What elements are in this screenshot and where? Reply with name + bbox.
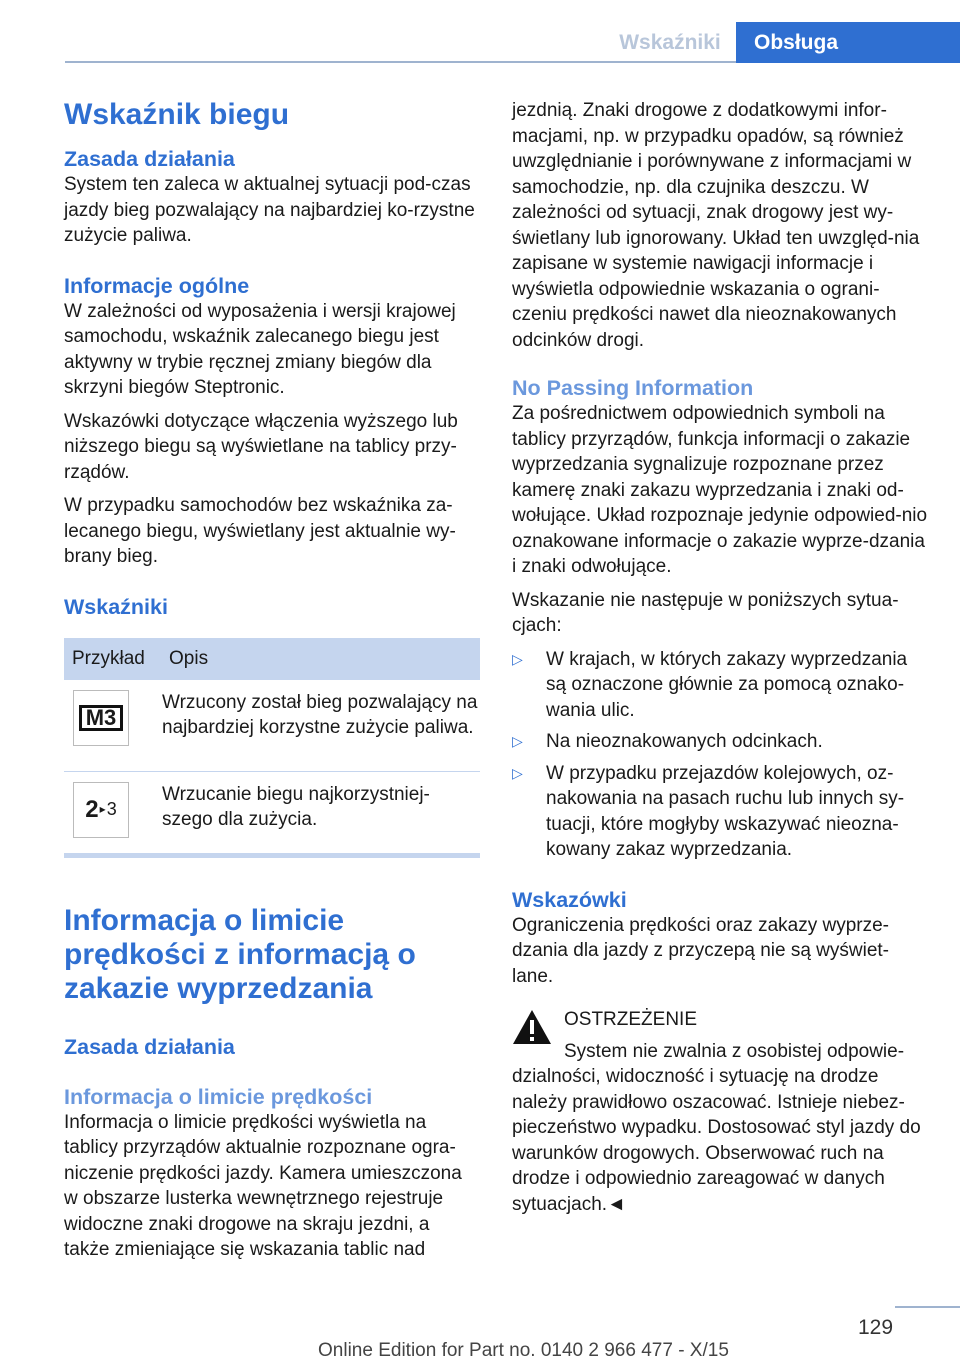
paragraph-notes: Ograniczenia prędkości oraz zakazy wyprze-dzania dla jazdy z przyczepą nie są wyświet-lane. (512, 914, 890, 987)
table-cell-description: Wrzucanie biegu najkorzystniej-szego dla zużycia. (162, 783, 430, 830)
subsection-title-principle: Zasada działania (64, 147, 235, 171)
list-item: ▷ W przypadku przejazdów kolejowych, oz-nakowania na pasach ruchu lub innych sy-tuacji, które mogłyby wskazywać nieozna-kowany zakaz wyprzedzania. (512, 762, 905, 860)
subsection-title-principle-2: Zasada działania (64, 1034, 235, 1059)
table-header-row (64, 638, 480, 680)
edition-note: Online Edition for Part no. 0140 2 966 477 - X/15 (318, 1340, 729, 1361)
paragraph-speed-limit: Informacja o limicie prędkości wyświetla na tablicy przyrządów aktualnie rozpoznane ogra-niczenie prędkości jazdy. Kamera umieszczona w obszarze lusterka wewnętrznego rejestruje widoczne znaki drogowe na skraju jezdni, a także zmieniające się wskazania tablic nad (64, 1111, 462, 1260)
situation-list (512, 647, 930, 863)
table-header-example: Przykład (64, 638, 161, 680)
table-header-description: Opis (161, 638, 480, 680)
subsection-title-no-passing: No Passing Information (512, 376, 754, 400)
paragraph-no-passing-2: Wskazanie nie następuje w poniższych sytua-cjach: (512, 589, 899, 636)
paragraph-no-passing-1: Za pośrednictwem odpowiednich symboli na tablicy przyrządów, funkcja informacji o zakazie wyprzedzania sygnalizuje rozpoznane przez kamerę znaki zakazu wyprzedzania i znaki od-wołujące. Układ rozpoznaje jedynie odpowied-nio oznakowane informacje o zakazie wyprze-dzania i znaki odwołujące. (512, 403, 928, 577)
table-row (64, 771, 480, 851)
gear-shift-up-icon: 2 ▸ 3 (73, 782, 129, 838)
section-title-speed-limit: Informacja o limicie prędkości z informacją o zakazie wyprzedzania (64, 903, 416, 1005)
subsection-title-indicators: Wskaźniki (64, 594, 168, 619)
tab-wskazniki[interactable]: Wskaźniki (619, 30, 721, 54)
indicator-table (64, 638, 480, 851)
triangle-bullet-icon: ▷ (512, 733, 523, 749)
table-row (64, 680, 480, 772)
page-number: 129 (858, 1316, 894, 1339)
paragraph-principle: System ten zaleca w aktualnej sytuacji pod-czas jazdy bieg pozwalający na najbardziej ko-rzystne zużycie paliwa. (64, 174, 475, 246)
subsection-title-general: Informacje ogólne (64, 273, 250, 298)
left-column (64, 98, 480, 1263)
section-title-gear-indicator: Wskaźnik biegu (64, 98, 290, 131)
paragraph-general-3: W przypadku samochodów bez wskaźnika za-lecanego biegu, wyświetlany jest aktualnie wy-brany bieg. (64, 495, 456, 567)
warning-title: OSTRZEŻENIE (564, 1009, 698, 1030)
gear-m3-icon: M3 (73, 690, 129, 746)
subsection-title-notes: Wskazówki (512, 887, 627, 912)
triangle-bullet-icon: ▷ (512, 650, 523, 667)
tab-obsluga[interactable]: Obsługa (736, 22, 960, 63)
paragraph-continued: jezdnią. Znaki drogowe z dodatkowymi infor-macjami, np. w przypadku opadów, są również uwzględnianie i porównywane z informacjami w samochodzie, np. dla czujnika deszczu. W zależności od sytuacji, znak drogowy jest wy-świetlany lub ignorowany. Układ ten uwzględ-nia zapisane w systemie nawigacji informacje i wyświetla odpowiednie wskazania o ograni-czeniu prędkości nawet dla nieoznakowanych odcinków drogi. (512, 100, 920, 351)
list-item: ▷ Na nieoznakowanych odcinkach. (512, 729, 930, 755)
list-item: ▷ W krajach, w których zakazy wyprzedzania są oznaczone głównie za pomocą oznako-wania ulic. (512, 648, 908, 721)
subsection-title-speed-limit-info: Informacja o limicie prędkości (64, 1084, 373, 1109)
right-column (512, 98, 930, 1217)
warning-triangle-icon (512, 1009, 552, 1045)
warning-text: System nie zwalnia z osobistej odpowie-dzialności, widoczność i sytuację na drodze należy prawidłowo oszacować. Istnieje niebez-pieczeństwo wypadku. Dostosować styl jazdy do warunków drogowych. Obserwować ruch na drodze i odpowiednio zareagować w danych sytuacjach.◄ (512, 1040, 921, 1215)
paragraph-general-1: W zależności od wyposażenia i wersji krajowej samochodu, wskaźnik zalecanego biegu jest aktywny w trybie ręcznej zmiany biegów dla skrzyni biegów Steptronic. (64, 300, 456, 398)
triangle-bullet-icon: ▷ (512, 764, 523, 781)
table-cell-description: Wrzucony został bieg pozwalający na najbardziej korzystne zużycie paliwa. (161, 680, 480, 772)
warning-box (512, 1003, 930, 1217)
footer-rule (895, 1306, 960, 1308)
paragraph-general-2: Wskazówki dotyczące włączenia wyższego lub niższego biegu są wyświetlane na tablicy przy-rządów. (64, 410, 458, 483)
